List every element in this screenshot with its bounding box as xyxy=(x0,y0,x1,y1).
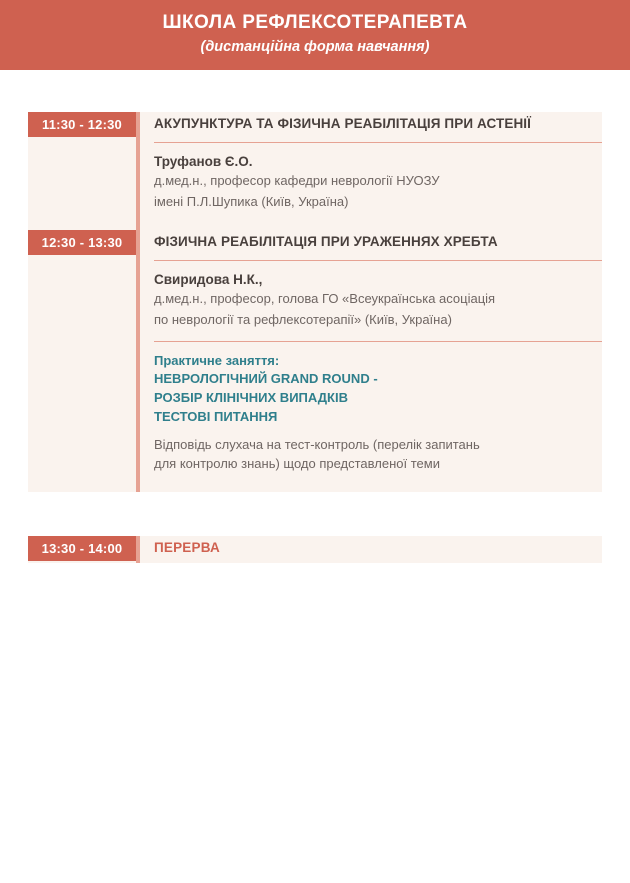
break-block xyxy=(28,536,602,563)
divider xyxy=(154,142,602,143)
session-2-practice-label: Практичне заняття: xyxy=(154,352,280,368)
section-gap-2 xyxy=(28,514,602,536)
header-spacer xyxy=(0,70,630,112)
session-1-speaker-desc-line2: імені П.Л.Шупика (Київ, Україна) xyxy=(154,194,349,210)
page-subtitle: (дистанційна форма навчання) xyxy=(200,38,430,55)
session-2-practice-note-line1: Відповідь слухача на тест-контроль (перелік запитань xyxy=(154,436,480,452)
break-time: 13:30 - 14:00 xyxy=(28,536,136,561)
page-header xyxy=(0,0,630,70)
session-2-time: 12:30 - 13:30 xyxy=(28,230,136,255)
schedule-list xyxy=(0,112,630,562)
page-title: ШКОЛА РЕФЛЕКСОТЕРАПЕВТА xyxy=(162,12,468,33)
session-2-practice-line1: НЕВРОЛОГІЧНИЙ GRAND ROUND - xyxy=(154,371,378,387)
divider xyxy=(154,341,602,342)
session-2-practice-line3: ТЕСТОВІ ПИТАННЯ xyxy=(154,409,278,424)
session-block-2 xyxy=(28,230,602,492)
session-2-speaker-name: Свиридова Н.К., xyxy=(154,271,263,287)
session-2-speaker-desc-line1: д.мед.н., професор, голова ГО «Всеукраїнська асоціація xyxy=(154,291,496,307)
session-1-speaker-desc-line1: д.мед.н., професор кафедри неврології НУОЗУ xyxy=(154,173,440,189)
session-1-header-row xyxy=(28,112,602,230)
session-2-header-row xyxy=(28,230,602,492)
section-gap xyxy=(28,492,602,514)
session-2-speaker-desc-line2: по неврології та рефлексотерапії» (Київ, Україна) xyxy=(154,311,452,327)
session-2-title: ФІЗИЧНА РЕАБІЛІТАЦІЯ ПРИ УРАЖЕННЯХ ХРЕБТА xyxy=(154,234,498,249)
session-1-title: АКУПУНКТУРА ТА ФІЗИЧНА РЕАБІЛІТАЦІЯ ПРИ АСТЕНІЇ xyxy=(154,116,531,132)
session-2-practice-line2: РОЗБІР КЛІНІЧНИХ ВИПАДКІВ xyxy=(154,390,348,406)
break-row xyxy=(28,536,602,563)
session-1-speaker-name: Труфанов Є.О. xyxy=(154,154,253,170)
break-content xyxy=(136,536,602,563)
divider xyxy=(154,260,602,261)
session-1-content xyxy=(136,112,602,230)
break-label: ПЕРЕРВА xyxy=(154,539,220,555)
session-1-time: 11:30 - 12:30 xyxy=(28,112,136,137)
session-2-practice-note-line2: для контролю знань) щодо представленої теми xyxy=(154,455,440,471)
session-block-1 xyxy=(28,112,602,230)
session-2-content xyxy=(136,230,602,492)
